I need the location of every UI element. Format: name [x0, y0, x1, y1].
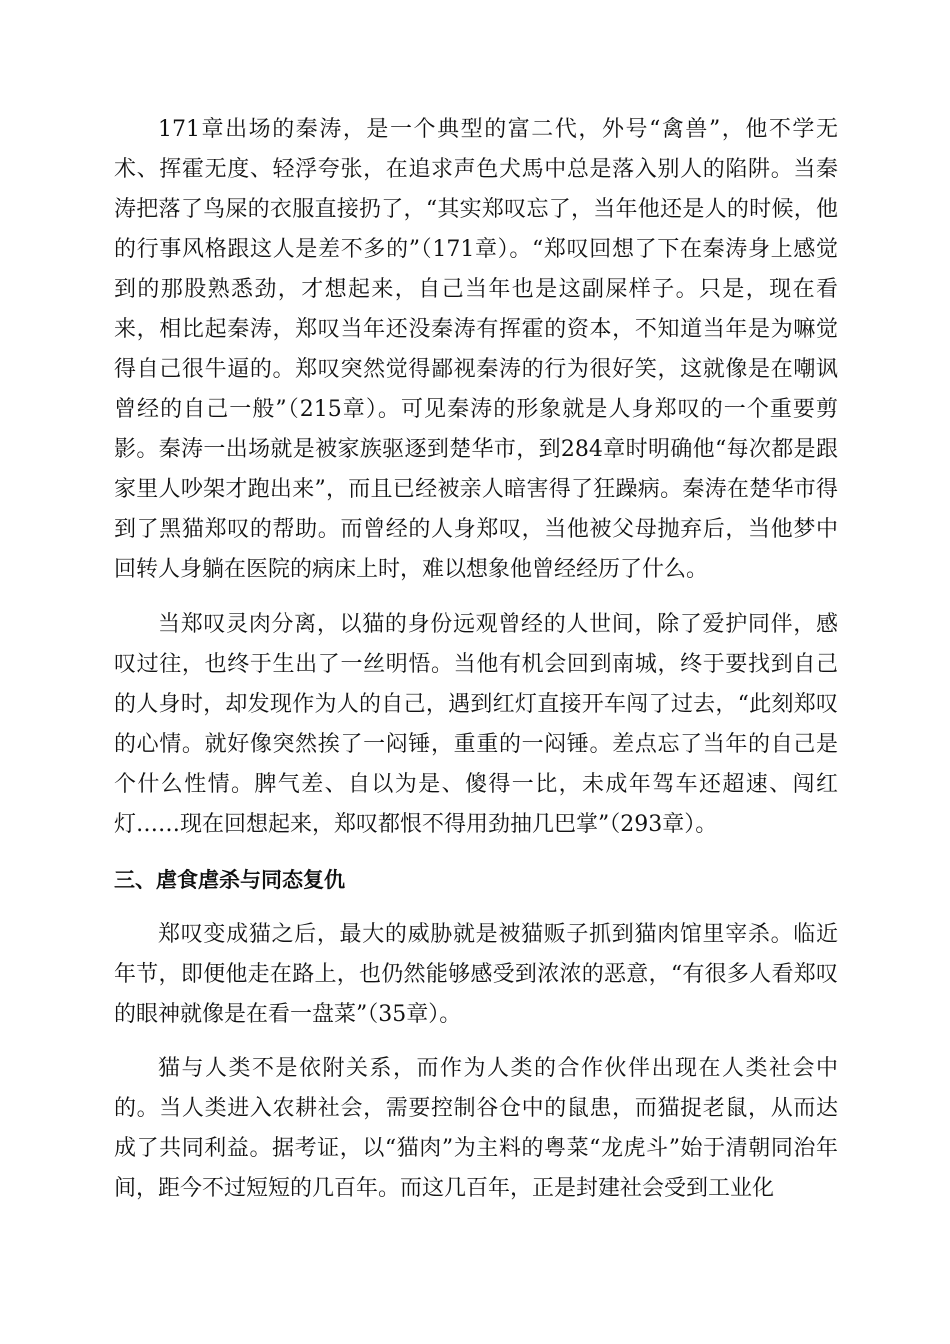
paragraph-cat-history: 猫与人类不是依附关系，而作为人类的合作伙伴出现在人类社会中的。当人类进入农耕社会，需要控制谷仓中的鼠患，而猫捉老鼠，从而达成了共同利益。据考证，以“猫肉”为主料的粤菜“龙虎斗”始于清朝同治年间，距今不过短短的几百年。而这几百年，正是封建社会受到工业化: [114, 1056, 838, 1201]
paragraph-qin-tao: 171章出场的秦涛，是一个典型的富二代，外号“禽兽”，他不学无术、挥霍无度、轻浮夸张，在追求声色犬馬中总是落入别人的陷阱。当秦涛把落了鸟屎的衣服直接扔了，“其实郑叹忘了，当年他还是人的时候，他的行事风格跟这人是差不多的”（171章）。“郑叹回想了下在秦涛身上感觉到的那股熟悉劲，才想起来，自己当年也是这副屎样子。只是，现在看来，相比起秦涛，郑叹当年还没秦涛有挥霍的资本，不知道当年是为嘛觉得自己很牛逼的。郑叹突然觉得鄙视秦涛的行为很好笑，这就像是在嘲讽曾经的自己一般”（215章）。可见秦涛的形象就是人身郑叹的一个重要剪影。秦涛一出场就是被家族驱逐到楚华市，到284章时明确他“每次都是跟家里人吵架才跑出来”，而且已经被亲人暗害得了狂躁病。秦涛在楚华市得到了黑猫郑叹的帮助。而曾经的人身郑叹，当他被父母抛弃后，当他梦中回转人身躺在医院的病床上时，难以想象他曾经经历了什么。: [114, 117, 838, 582]
section-heading: 三、虐食虐杀与同态复仇: [114, 868, 345, 892]
paragraph-soul-separation: 当郑叹灵肉分离，以猫的身份远观曾经的人世间，除了爱护同伴，感叹过往，也终于生出了一丝明悟。当他有机会回到南城，终于要找到自己的人身时，却发现作为人的自己，遇到红灯直接开车闯了过去，“此刻郑叹的心情。就好像突然挨了一闷锤，重重的一闷锤。差点忘了当年的自己是个什么性情。脾气差、自以为是、傻得一比，未成年驾车还超速、闯红灯……现在回想起来，郑叹都恨不得用劲抽几巴掌”（293章）。: [114, 612, 838, 837]
paragraph-cat-threat: 郑叹变成猫之后，最大的威胁就是被猫贩子抓到猫肉馆里宰杀。临近年节，即便他走在路上，也仍然能够感受到浓浓的恶意，“有很多人看郑叹的眼神就像是在看一盘菜”（35章）。: [114, 922, 838, 1027]
document-body: [114, 110, 838, 1224]
